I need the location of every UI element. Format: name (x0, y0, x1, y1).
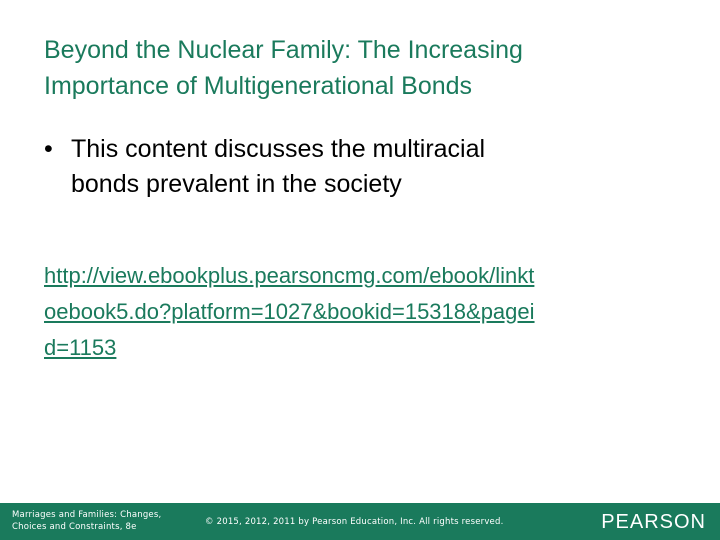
bullet-text-line-2: bonds prevalent in the society (71, 170, 402, 198)
ebook-link[interactable] (44, 258, 684, 366)
ebook-link-line-3[interactable]: d=1153 (44, 335, 117, 360)
footer-copyright: © 2015, 2012, 2011 by Pearson Education, Inc. All rights reserved. (205, 517, 504, 527)
slide-title (44, 32, 684, 104)
footer-bar (0, 503, 720, 540)
bullet-list (44, 132, 684, 202)
bullet-text-line-1: This content discusses the multiracial (71, 135, 486, 163)
bullet-marker: • (44, 135, 53, 163)
ebook-link-line-2[interactable]: oebook5.do?platform=1027&bookid=15318&pagei (44, 299, 535, 324)
footer-book-title-line-2: Choices and Constraints, 8e (12, 522, 137, 532)
slide-title-line-1: Beyond the Nuclear Family: The Increasing (44, 36, 523, 64)
ebook-link-line-1[interactable]: http://view.ebookplus.pearsoncmg.com/ebook/linkt (44, 263, 535, 288)
slide-title-line-2: Importance of Multigenerational Bonds (44, 72, 473, 100)
footer-book-title-line-1: Marriages and Families: Changes, (12, 510, 162, 520)
footer-book-title (12, 509, 197, 533)
bullet-item (44, 132, 684, 202)
pearson-logo: PEARSON (601, 511, 706, 533)
